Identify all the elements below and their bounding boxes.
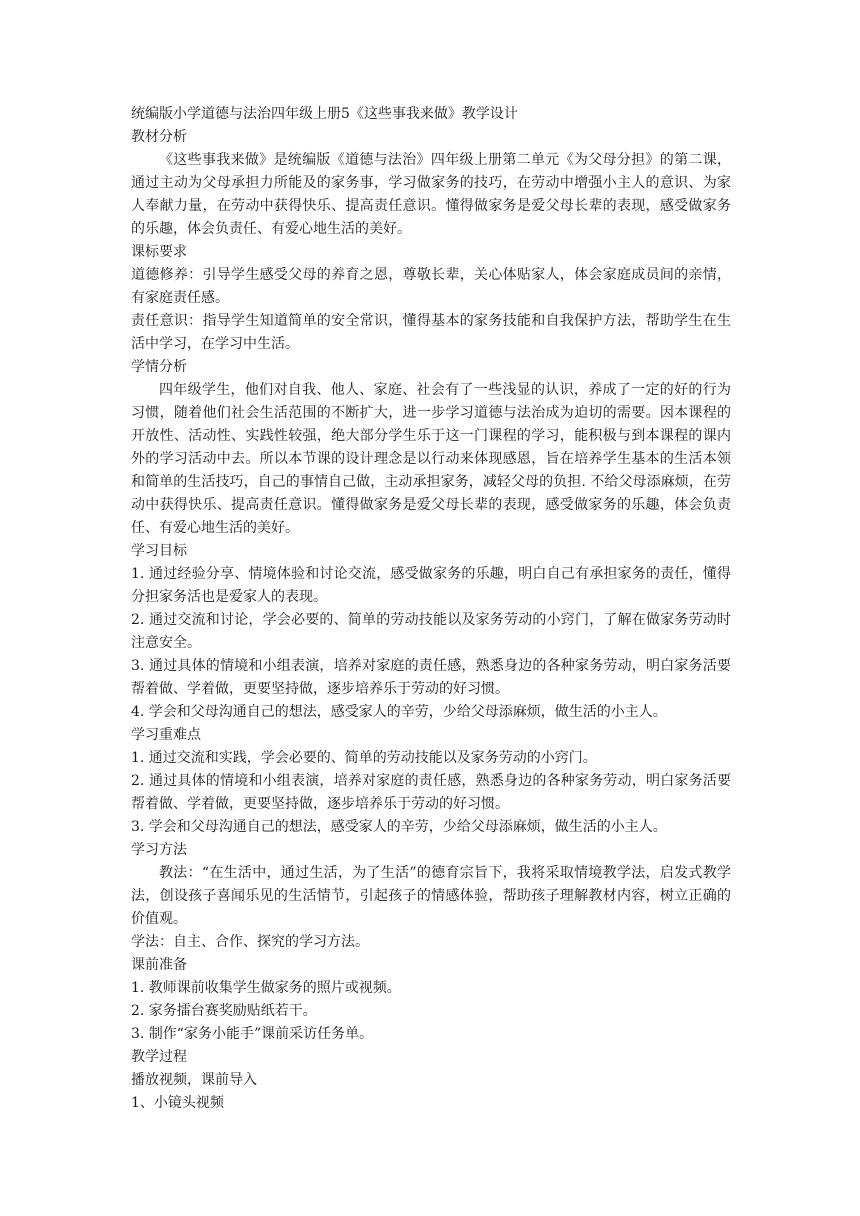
- list-item: 1. 通过交流和实践，学会必要的、简单的劳动技能以及家务劳动的小窍门。: [131, 750, 597, 766]
- section-heading: 学习重难点: [131, 727, 201, 743]
- section-paragraph: 播放视频，课前导入: [131, 1072, 257, 1088]
- list-item: 1. 教师课前收集学生做家务的照片或视频。: [131, 980, 401, 996]
- section-heading: 教材分析: [131, 129, 187, 145]
- document-title: 统编版小学道德与法治四年级上册5《这些事我来做》教学设计: [131, 106, 518, 122]
- list-item: 3. 制作“家务小能手”课前采访任务单。: [131, 1026, 374, 1042]
- section-paragraph: 学法：自主、合作、探究的学习方法。: [131, 934, 369, 950]
- list-item: 3. 通过具体的情境和小组表演，培养对家庭的责任感，熟悉身边的各种家务劳动，明白家务活要帮着做、学着做，更要坚持做，逐步培养乐于劳动的好习惯。: [131, 658, 731, 697]
- section-heading: 学情分析: [131, 359, 187, 375]
- section-paragraph: 责任意识：指导学生知道简单的安全常识，懂得基本的家务技能和自我保护方法，帮助学生在生活中学习，在学习中生活。: [131, 313, 731, 352]
- document-page: [131, 103, 731, 1115]
- section-paragraph: 四年级学生，他们对自我、他人、家庭、社会有了一些浅显的认识，养成了一定的好的行为习惯，随着他们社会生活范围的不断扩大，进一步学习道德与法治成为迫切的需要。因本课程的开放性、活动性、实践性较强，绝大部分学生乐于这一门课程的学习，能积极与到本课程的课内外的学习活动中去。所以本节课的设计理念是以行动来体现感恩，旨在培养学生基本的生活本领和简单的生活技巧，自己的事情自己做，主动承担家务，减轻父母的负担. 不给父母添麻烦，在劳动中获得快乐、提高责任意识。懂得做家务是爱父母长辈的表现，感受做家务的乐趣，体会负责任、有爱心地生活的美好。: [131, 382, 731, 536]
- section-heading: 课标要求: [131, 244, 187, 260]
- section-heading: 教学过程: [131, 1049, 187, 1065]
- section-paragraph: 道德修养：引导学生感受父母的养育之恩，尊敬长辈，关心体贴家人，体会家庭成员间的亲情，有家庭责任感。: [131, 267, 731, 306]
- list-item: 3. 学会和父母沟通自己的想法，感受家人的辛劳，少给父母添麻烦，做生活的小主人。: [131, 819, 667, 835]
- section-heading: 课前准备: [131, 957, 187, 973]
- section-heading: 学习方法: [131, 842, 187, 858]
- section-paragraph: 《这些事我来做》是统编版《道德与法治》四年级上册第二单元《为父母分担》的第二课，通过主动为父母承担力所能及的家务事，学习做家务的技巧，在劳动中增强小主人的意识、为家人奉献力量，在劳动中获得快乐、提高责任意识。懂得做家务是爱父母长辈的表现，感受做家务的乐趣，体会负责任、有爱心地生活的美好。: [131, 152, 731, 237]
- section-paragraph: 1、小镜头视频: [131, 1095, 224, 1111]
- list-item: 2. 通过具体的情境和小组表演，培养对家庭的责任感，熟悉身边的各种家务劳动，明白家务活要帮着做、学着做，更要坚持做，逐步培养乐于劳动的好习惯。: [131, 773, 731, 812]
- list-item: 2. 通过交流和讨论，学会必要的、简单的劳动技能以及家务劳动的小窍门，了解在做家务劳动时注意安全。: [131, 612, 731, 651]
- list-item: 2. 家务擂台赛奖励贴纸若干。: [131, 1003, 317, 1019]
- section-paragraph: 教法：“在生活中，通过生活，为了生活”的德育宗旨下，我将采取情境教学法，启发式教学法，创设孩子喜闻乐见的生活情节，引起孩子的情感体验，帮助孩子理解教材内容，树立正确的价值观。: [131, 865, 731, 927]
- list-item: 1. 通过经验分享、情境体验和讨论交流，感受做家务的乐趣，明白自己有承担家务的责任，懂得分担家务活也是爱家人的表现。: [131, 566, 731, 605]
- section-heading: 学习目标: [131, 543, 187, 559]
- list-item: 4. 学会和父母沟通自己的想法，感受家人的辛劳，少给父母添麻烦，做生活的小主人。: [131, 704, 667, 720]
